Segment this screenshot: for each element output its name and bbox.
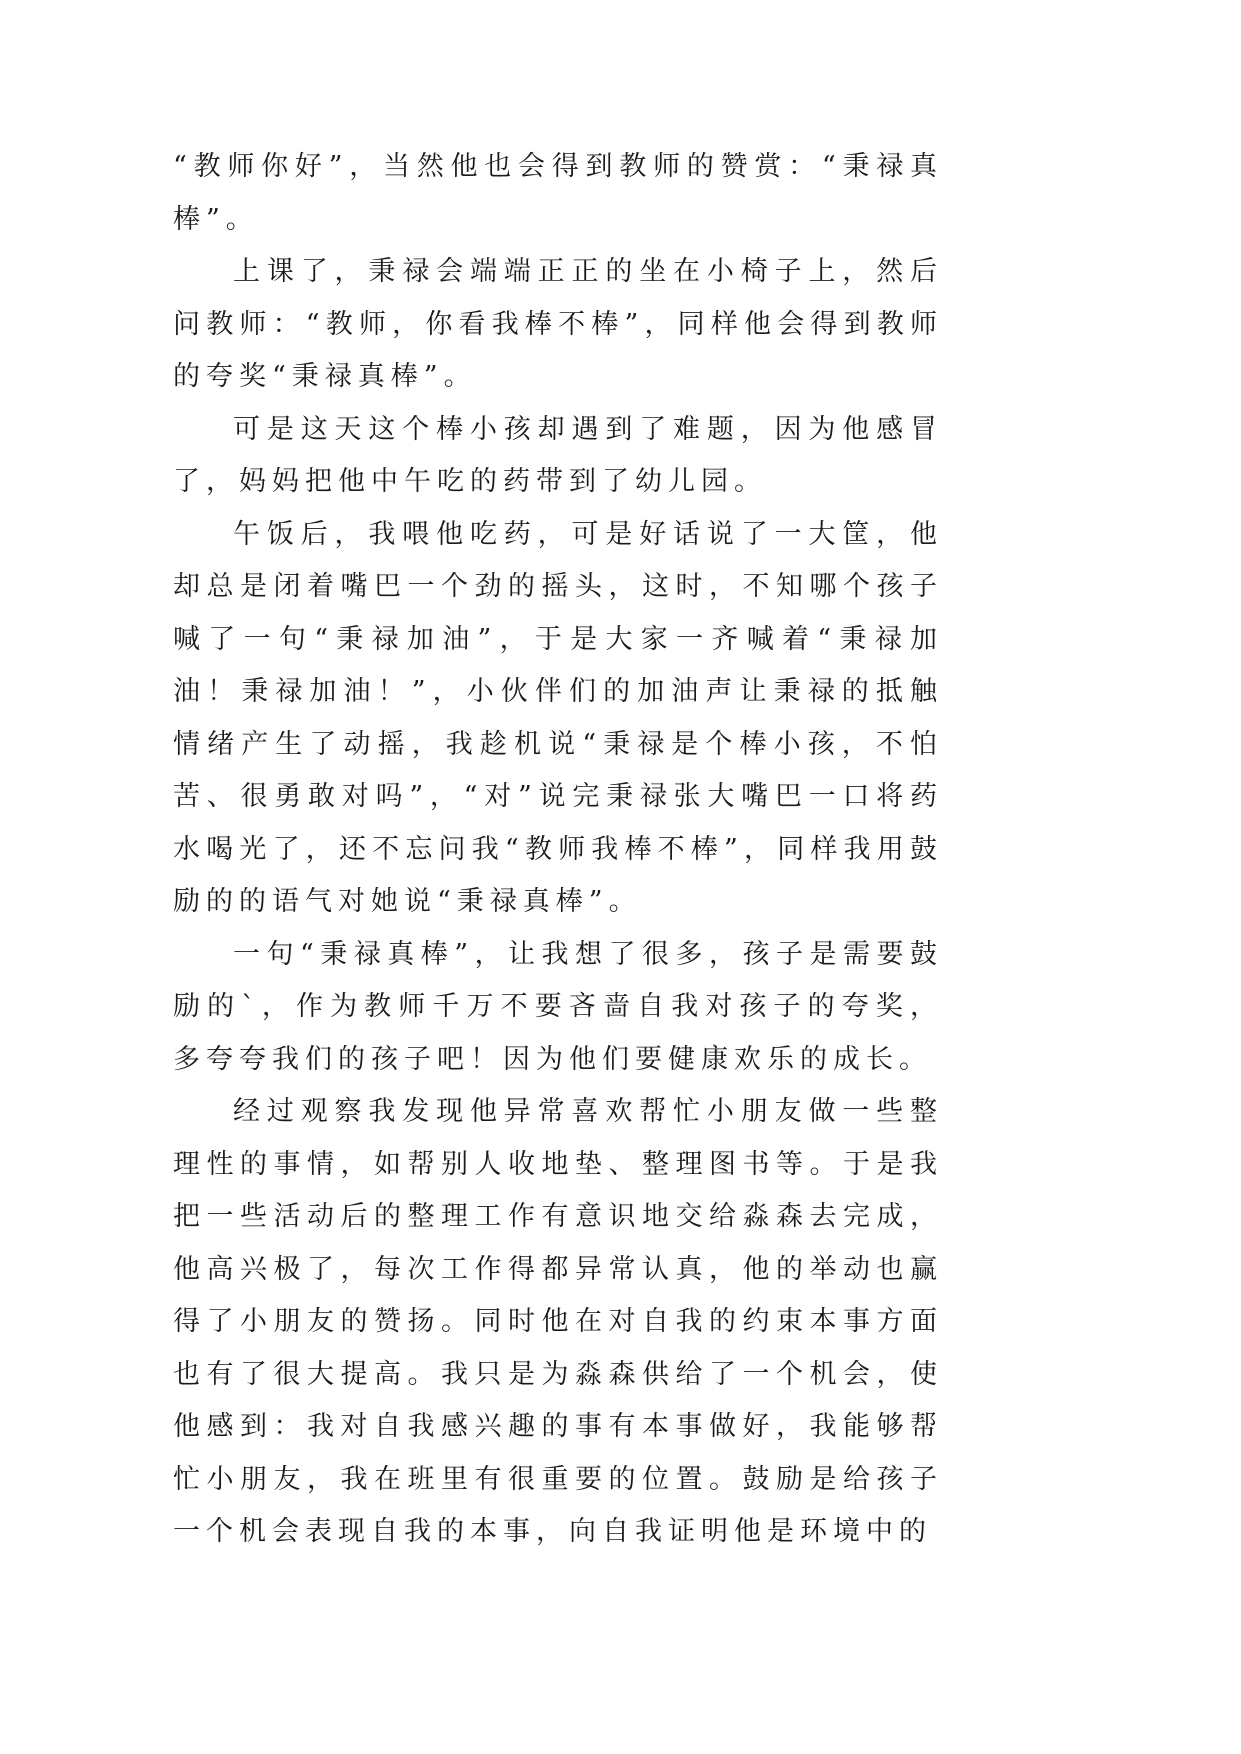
paragraph-4: 午饭后，我喂他吃药，可是好话说了一大筐，他却总是闭着嘴巴一个劲的摇头，这时，不知哪个孩子喊了一句“秉禄加油”，于是大家一齐喊着“秉禄加油！秉禄加油！”，小伙伴们的加油声让秉禄的抵触情绪产生了动摇，我趁机说“秉禄是个棒小孩，不怕苦、很勇敢对吗”，“对”说完秉禄张大嘴巴一口将药水喝光了，还不忘问我“教师我棒不棒”，同样我用鼓励的的语气对她说“秉禄真棒”。: [173, 518, 943, 917]
paragraph-6: 经过观察我发现他异常喜欢帮忙小朋友做一些整理性的事情，如帮别人收地垫、整理图书等。于是我把一些活动后的整理工作有意识地交给淼森去完成，他高兴极了，每次工作得都异常认真，他的举动也赢得了小朋友的赞扬。同时他在对自我的约束本事方面也有了很大提高。我只是为淼森供给了一个机会，使他感到：我对自我感兴趣的事有本事做好，我能够帮忙小朋友，我在班里有很重要的位置。鼓励是给孩子一个机会表现自我的本事，向自我证明他是环境中的: [173, 1096, 943, 1547]
paragraph-5: 一句“秉禄真棒”，让我想了很多，孩子是需要鼓励的`，作为教师千万不要吝啬自我对孩子的夸奖，多夸夸我们的孩子吧！因为他们要健康欢乐的成长。: [173, 938, 943, 1075]
body-text: [173, 141, 943, 1559]
paragraph-2: 上课了，秉禄会端端正正的坐在小椅子上，然后问教师：“教师，你看我棒不棒”，同样他会得到教师的夸奖“秉禄真棒”。: [173, 256, 943, 392]
paragraph-3: 可是这天这个棒小孩却遇到了难题，因为他感冒了，妈妈把他中午吃的药带到了幼儿园。: [173, 413, 943, 497]
paragraph-1: “教师你好”，当然他也会得到教师的赞赏：“秉禄真棒”。: [173, 151, 943, 235]
